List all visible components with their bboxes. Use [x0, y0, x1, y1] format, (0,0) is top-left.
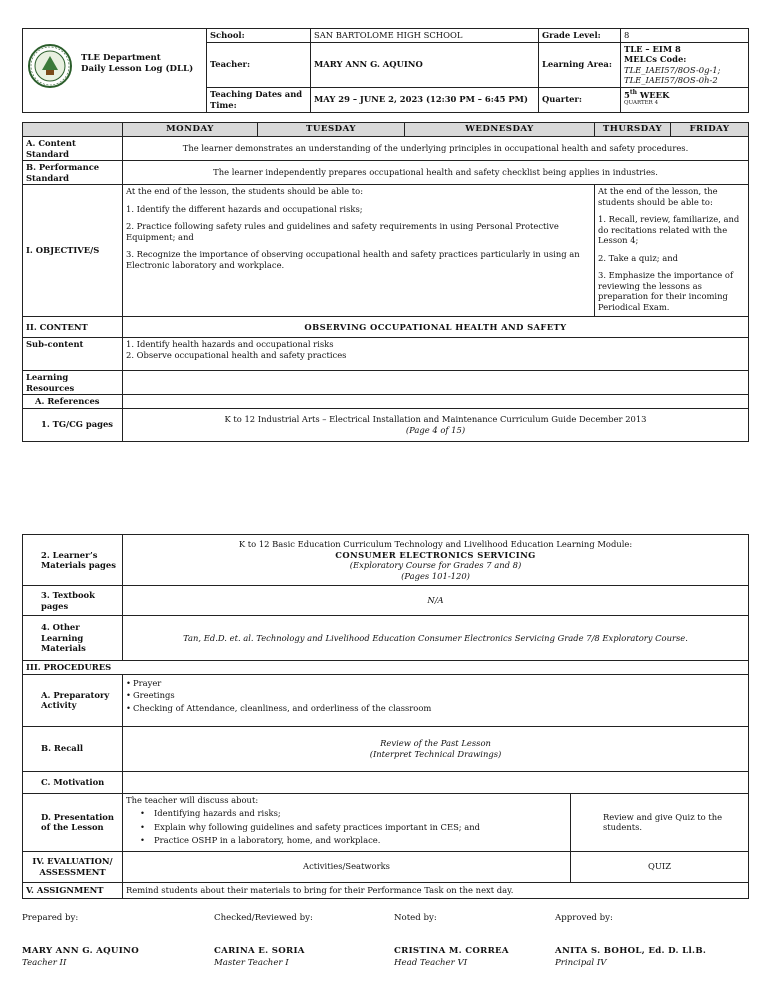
- noted-by-label: Noted by:: [394, 913, 437, 923]
- presentation-intro: The teacher will discuss about:: [126, 794, 259, 805]
- prep-item-greetings: • Greetings: [126, 690, 745, 701]
- lm-module-title: CONSUMER ELECTRONICS SERVICING: [335, 549, 536, 560]
- recall: [123, 726, 749, 771]
- week-suffix: th: [629, 88, 637, 96]
- presentation: [123, 793, 571, 851]
- assignment: Remind students about their materials to bring for their Performance Task on the next day.: [123, 882, 749, 898]
- objective-3: 3. Recognize the importance of observing occupational health and safety practices particularly in using an Electronic laboratory and workplace.: [126, 249, 580, 270]
- day-thursday: THURSDAY: [595, 123, 671, 137]
- presentation-label: D. Presentation of the Lesson: [23, 793, 123, 851]
- objective-2: 2. Practice following safety rules and guidelines and safety requirements in using Personal Protective Equipment; and: [126, 221, 559, 242]
- checked-by-title: Master Teacher I: [214, 958, 289, 968]
- recall-title: Review of the Past Lesson: [380, 738, 491, 748]
- content-standard-label: A. Content Standard: [23, 137, 123, 161]
- school-label: School:: [207, 29, 311, 43]
- tg-cg-label: 1. TG/CG pages: [23, 408, 123, 441]
- content-standard: The learner demonstrates an understanding of the underlying principles in occupational health and safety procedures.: [123, 137, 749, 161]
- school-logo-cell: [23, 29, 207, 113]
- performance-standard: The learner independently prepares occupational health and safety checklist being applies in industries.: [123, 161, 749, 185]
- objective-1: 1. Identify the different hazards and occupational risks;: [126, 203, 363, 214]
- learners-materials: [123, 535, 749, 586]
- objectives-label: I. OBJECTIVE/S: [23, 185, 123, 317]
- day-monday: MONDAY: [123, 123, 258, 137]
- teaching-dates-label: Teaching Dates and Time:: [207, 87, 311, 112]
- lm-pages: (Pages 101-120): [401, 570, 470, 581]
- objective-intro: At the end of the lesson, the students should be able to:: [126, 186, 364, 196]
- objectives-thursday: [595, 185, 749, 317]
- content-label: II. CONTENT: [23, 317, 123, 338]
- learning-resources-label: Learning Resources: [23, 371, 123, 395]
- subcontent: [123, 338, 749, 371]
- other-materials-label: 4. Other Learning Materials: [23, 616, 123, 661]
- recall-label: B. Recall: [23, 726, 123, 771]
- references: [123, 395, 749, 409]
- noted-by-title: Head Teacher VI: [394, 958, 468, 968]
- grade-level-label: Grade Level:: [539, 29, 621, 43]
- week-number: 5: [624, 89, 630, 100]
- prep-item-prayer: • Prayer: [126, 678, 745, 689]
- objective-thu-1: 1. Recall, review, familiarize, and do recitations related with the Lesson 4;: [598, 214, 740, 245]
- learning-area-label: Learning Area:: [539, 42, 621, 87]
- evaluation: Activities/Seatworks: [123, 851, 571, 882]
- grade-level: 8: [621, 29, 749, 43]
- motivation-label: C. Motivation: [23, 771, 123, 793]
- assignment-label: V. ASSIGNMENT: [23, 882, 123, 898]
- subcontent-1: 1. Identify health hazards and occupational risks: [126, 339, 334, 349]
- learning-area-subject: TLE – EIM 8: [624, 43, 681, 54]
- checked-by-name: CARINA E. SORIA: [214, 946, 305, 956]
- noted-by-name: CRISTINA M. CORREA: [394, 946, 509, 956]
- references-label: A. References: [23, 395, 123, 409]
- approved-by-name: ANITA S. BOHOL, Ed. D. Ll.B.: [555, 946, 707, 956]
- performance-standard-label: B. Performance Standard: [23, 161, 123, 185]
- tg-cg-pages: [123, 408, 749, 441]
- evaluation-label: IV. EVALUATION/ ASSESSMENT: [23, 851, 123, 882]
- presentation-item-3: • Practice OSHP in a laboratory, home, and workplace.: [154, 835, 567, 846]
- day-tuesday: TUESDAY: [258, 123, 405, 137]
- learning-area: [621, 42, 749, 87]
- other-materials: Tan, Ed.D. et. al. Technology and Livelihood Education Consumer Electronics Servicing Grade 7/8 Exploratory Course.: [123, 616, 749, 661]
- objectives-main: [123, 185, 595, 317]
- quarter: [621, 87, 749, 112]
- quarter-label: Quarter:: [539, 87, 621, 112]
- preparatory-activity-label: A. Preparatory Activity: [23, 674, 123, 726]
- lm-course: (Exploratory Course for Grades 7 and 8): [349, 560, 522, 570]
- day-friday: FRIDAY: [671, 123, 749, 137]
- textbook-pages: N/A: [123, 586, 749, 616]
- procedures-label: III. PROCEDURES: [23, 661, 749, 675]
- textbook-pages-label: 3. Textbook pages: [23, 586, 123, 616]
- teacher-name: MARY ANN G. AQUINO: [311, 42, 539, 87]
- objective-thu-3: 3. Emphasize the importance of reviewing the lessons as preparation for their incoming Periodical Exam.: [598, 270, 734, 312]
- presentation-item-1: • Identifying hazards and risks;: [154, 808, 567, 819]
- document-title: Daily Lesson Log (DLL): [81, 64, 194, 75]
- department-name: TLE Department: [81, 53, 161, 64]
- header-table: [22, 28, 749, 113]
- teacher-label: Teacher:: [207, 42, 311, 87]
- melcs-code-label: MELCs Code:: [624, 54, 687, 64]
- content-title: OBSERVING OCCUPATIONAL HEALTH AND SAFETY: [123, 317, 749, 338]
- presentation-item-2: • Explain why following guidelines and safety practices important in CES; and: [154, 822, 567, 833]
- learners-materials-label: 2. Learner’s Materials pages: [23, 535, 123, 586]
- recall-topic: (Interpret Technical Drawings): [369, 748, 502, 759]
- day-wednesday: WEDNESDAY: [405, 123, 595, 137]
- teaching-dates: MAY 29 – JUNE 2, 2023 (12:30 PM – 6:45 PM): [311, 87, 539, 112]
- subcontent-label: Sub-content: [23, 338, 123, 371]
- checked-by-label: Checked/Reviewed by:: [214, 913, 313, 923]
- school-seal-icon: [27, 43, 73, 89]
- school-name: SAN BARTOLOME HIGH SCHOOL: [311, 29, 539, 43]
- lesson-log-table-continued: [22, 534, 749, 899]
- presentation-thursday: Review and give Quiz to the students.: [571, 793, 749, 851]
- objective-thu-2: 2. Take a quiz; and: [598, 252, 679, 263]
- learning-resources: [123, 371, 749, 395]
- prepared-by-label: Prepared by:: [22, 913, 79, 923]
- melcs-code-1: TLE_IAEI57/8OS-0g-1;: [624, 64, 721, 75]
- lm-curriculum: K to 12 Basic Education Curriculum Technology and Livelihood Education Learning Module:: [238, 539, 633, 549]
- evaluation-thursday: QUIZ: [571, 851, 749, 882]
- prep-item-attendance: • Checking of Attendance, cleanliness, and orderliness of the classroom: [126, 703, 745, 714]
- corner-cell: [23, 123, 123, 137]
- objective-thu-intro: At the end of the lesson, the students should be able to:: [598, 186, 718, 207]
- prepared-by-title: Teacher II: [22, 958, 67, 968]
- prepared-by-name: MARY ANN G. AQUINO: [22, 946, 139, 956]
- tg-cg-title: K to 12 Industrial Arts – Electrical Installation and Maintenance Curriculum Guide December 2013: [224, 414, 647, 424]
- approved-by-label: Approved by:: [555, 913, 613, 923]
- week-word: WEEK: [639, 89, 670, 100]
- tg-cg-page: (Page 4 of 15): [405, 424, 466, 435]
- subcontent-2: 2. Observe occupational health and safety practices: [126, 349, 347, 360]
- quarter-sub: QUARTER 4: [624, 99, 659, 106]
- approved-by-title: Principal IV: [555, 958, 607, 968]
- motivation: [123, 771, 749, 793]
- melcs-code-2: TLE_IAEI57/8OS-0h-2: [624, 75, 718, 85]
- lesson-log-table: [22, 122, 749, 442]
- preparatory-activity: [123, 674, 749, 726]
